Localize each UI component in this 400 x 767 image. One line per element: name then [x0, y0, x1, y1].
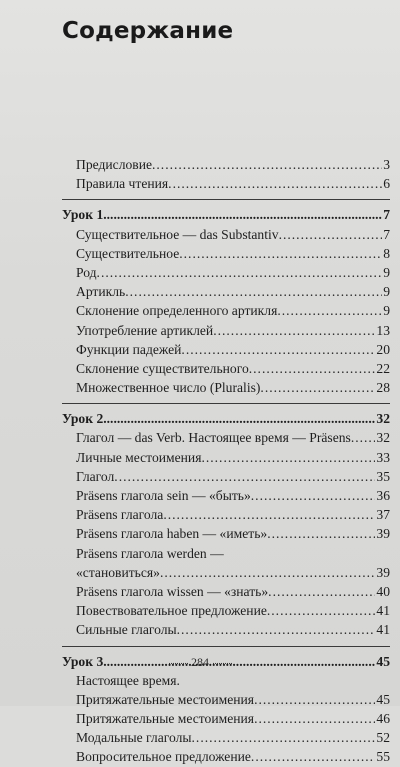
dot-leader [254, 709, 375, 728]
dot-leader [268, 582, 375, 601]
toc-entry-row[interactable] [62, 486, 390, 505]
dot-leader [201, 448, 375, 467]
toc-entry-title: Сильные глаголы [76, 622, 177, 638]
toc-page-number: 32 [376, 411, 390, 427]
toc-page-number: 9 [383, 303, 390, 319]
toc-entry-row[interactable] [62, 282, 390, 301]
toc-entry-row[interactable] [62, 467, 390, 486]
dot-leader [125, 282, 382, 301]
toc-entry-row[interactable] [62, 671, 390, 690]
toc-entry-row[interactable] [62, 690, 390, 709]
toc-page-number: 6 [383, 176, 390, 192]
toc-entry-row[interactable] [62, 544, 390, 563]
toc-page-number: 9 [383, 264, 390, 280]
dot-leader [177, 620, 376, 639]
toc-entry-row[interactable] [62, 620, 390, 639]
dot-leader [249, 359, 376, 378]
dot-leader [251, 747, 375, 766]
toc-entry-title: Склонение существительного [76, 360, 249, 376]
toc-entry-row[interactable] [62, 582, 390, 601]
toc-entry-title: Урок 3 [62, 653, 104, 669]
toc-entry-title: Урок 2 [62, 411, 104, 427]
dot-leader [277, 301, 382, 320]
dot-leader [103, 409, 375, 428]
toc-entry-row[interactable] [62, 505, 390, 524]
toc-entry-row[interactable] [62, 747, 390, 766]
toc-entry-row[interactable] [62, 301, 390, 320]
toc-page-number: 9 [383, 284, 390, 300]
toc-page-number: 8 [383, 245, 390, 261]
dot-leader [351, 428, 376, 447]
toc-entry-row[interactable] [62, 321, 390, 340]
dot-leader [251, 486, 376, 505]
dot-leader [181, 340, 375, 359]
dot-leader [179, 244, 382, 263]
toc-page-number: 28 [376, 380, 390, 396]
toc-page-number: 32 [376, 430, 390, 446]
toc-entry-row[interactable] [62, 244, 390, 263]
toc-entry-row[interactable] [62, 174, 390, 193]
dot-leader [168, 174, 382, 193]
dot-leader [163, 505, 375, 524]
dot-leader [192, 728, 376, 747]
toc-entry-row[interactable] [62, 378, 390, 397]
toc-entry-row[interactable] [62, 359, 390, 378]
toc-entry-row[interactable] [62, 263, 390, 282]
toc-page-number: 33 [376, 449, 390, 465]
toc-entry-title: Модальные глаголы [76, 730, 192, 746]
toc-page-number: 7 [383, 226, 390, 242]
toc-lesson-row[interactable] [62, 409, 390, 428]
toc-entry-title: Präsens глагола werden — [76, 545, 224, 561]
dot-leader [160, 563, 375, 582]
toc-entry-title: Глагол [76, 468, 115, 484]
toc-entry-title: Урок 1 [62, 207, 104, 223]
toc-page-number: 37 [376, 507, 390, 523]
toc-page-number: 55 [376, 749, 390, 765]
toc-page-number: 3 [383, 157, 390, 172]
dot-leader [114, 467, 375, 486]
toc-entry-title: Глагол — das Verb. Настоящее время — Präsens [76, 430, 351, 446]
dot-leader [260, 378, 375, 397]
section-divider [62, 199, 390, 200]
toc-entry-title: Настоящее время. [76, 672, 180, 688]
toc-page-number: 39 [376, 564, 390, 580]
page-title: Содержание [62, 18, 234, 44]
toc-lesson-row[interactable] [62, 205, 390, 224]
toc-entry-row[interactable] [62, 225, 390, 244]
dot-leader [254, 690, 375, 709]
toc-entry-row[interactable] [62, 155, 390, 174]
toc-entry-title: Предисловие [76, 157, 153, 172]
toc-page-number: 46 [376, 711, 390, 727]
dot-leader [97, 263, 383, 282]
toc-page-number: 20 [376, 341, 390, 357]
toc-entry-title: Повествовательное предложение [76, 603, 267, 619]
toc-entry-title: Употребление артиклей [76, 322, 214, 338]
toc-page-number: 45 [376, 691, 390, 707]
toc-entry-row[interactable] [62, 601, 390, 620]
toc-page-number: 39 [376, 526, 390, 542]
page-number: 284 [191, 655, 209, 669]
section-divider [62, 646, 390, 647]
footer-ornament-right: ·········· [212, 658, 232, 669]
toc-page-number: 41 [376, 622, 390, 638]
toc-entry-row[interactable] [62, 728, 390, 747]
toc-entry-title: Präsens глагола sein — «быть» [76, 488, 251, 503]
toc-entry-title: Притяжательные местоимения [76, 711, 255, 727]
toc-entry-title: Präsens глагола haben — «иметь» [76, 526, 268, 542]
toc-entry-title: Род [76, 264, 97, 280]
dot-leader [213, 321, 375, 340]
toc-entry-title: Склонение определенного артикля [76, 303, 278, 319]
toc-entry-title: Притяжательные местоимения [76, 691, 255, 707]
dot-leader [152, 155, 382, 174]
toc-entry-title: Артикль [76, 284, 126, 300]
toc-entry-title: Множественное число (Pluralis) [76, 380, 261, 396]
dot-leader [103, 205, 382, 224]
dot-leader [267, 601, 376, 620]
toc-entry-title: Существительное [76, 245, 180, 261]
toc-entry-title: Präsens глагола wissen — «знать» [76, 583, 269, 599]
toc-page-number: 41 [376, 603, 390, 619]
dot-leader [267, 524, 375, 543]
toc-page-number: 36 [376, 488, 390, 503]
dot-leader [279, 225, 383, 244]
toc-page-number: 52 [376, 730, 390, 746]
toc-entry-title: «становиться» [76, 564, 160, 580]
toc-entry-title: Präsens глагола [76, 507, 164, 523]
toc-entry-row[interactable] [62, 563, 390, 582]
toc-entry-row[interactable] [62, 524, 390, 543]
toc-page-number: 45 [376, 653, 390, 669]
toc-entry-row[interactable] [62, 448, 390, 467]
toc-entry-row[interactable] [62, 709, 390, 728]
toc-entry-title: Существительное — das Substantiv [76, 226, 279, 242]
toc-entry-row[interactable] [62, 428, 390, 447]
toc-page-number: 22 [376, 360, 390, 376]
toc-page-number: 35 [376, 468, 390, 484]
section-divider [62, 403, 390, 404]
toc-entry-title: Функции падежей [76, 341, 182, 357]
toc-entry-title: Правила чтения [76, 176, 169, 192]
toc-entry-title: Личные местоимения [76, 449, 202, 465]
toc-entry-title: Вопросительное предложение [76, 749, 251, 765]
page-footer [0, 655, 400, 670]
toc-entry-row[interactable] [62, 340, 390, 359]
toc-page-number: 40 [376, 583, 390, 599]
toc-page-number: 13 [376, 322, 390, 338]
table-of-contents [62, 155, 390, 767]
footer-ornament-left: ·········· [168, 658, 188, 669]
toc-page-number: 7 [383, 207, 390, 223]
